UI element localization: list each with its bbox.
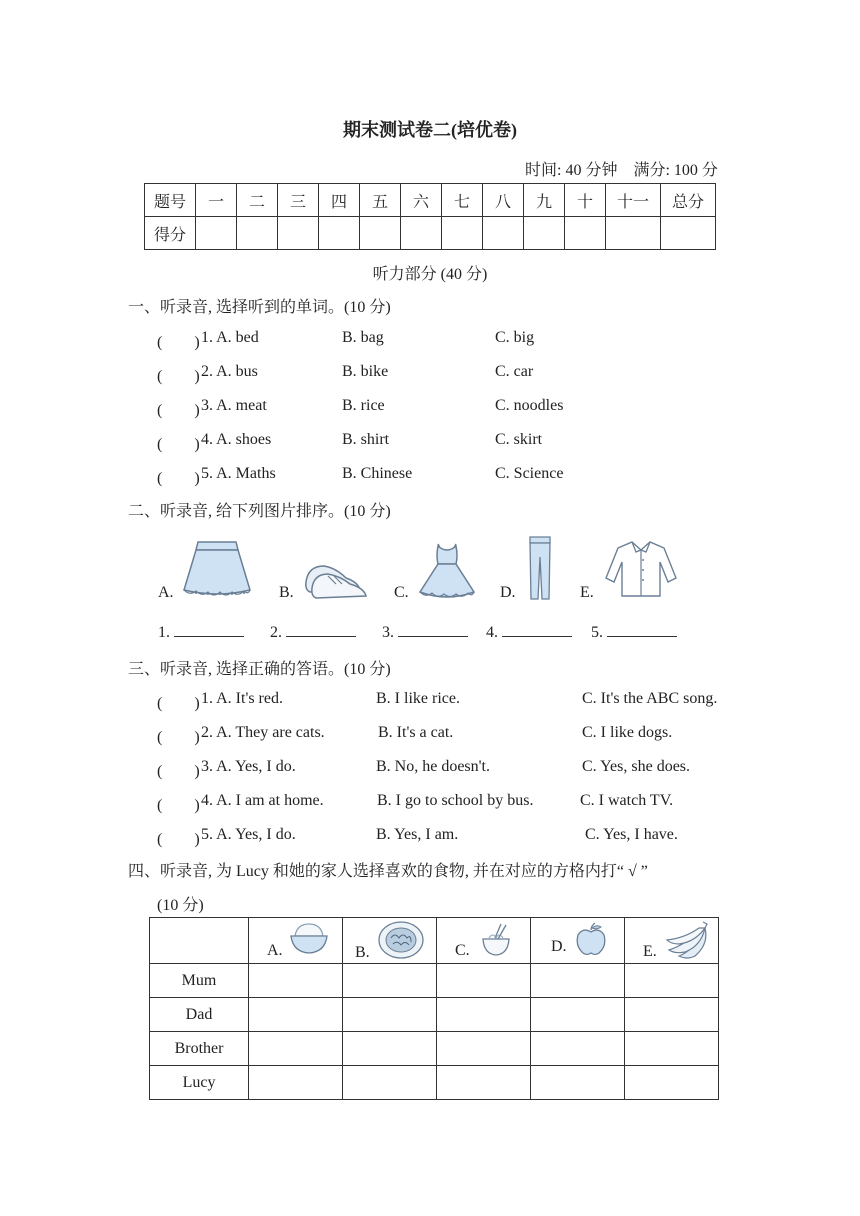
checkbox-cell[interactable] [249, 1032, 343, 1066]
checkbox-cell[interactable] [437, 1032, 531, 1066]
score-header-cell: 总分 [661, 184, 716, 217]
option-a: 1. A. bed [201, 329, 259, 346]
score-cell[interactable] [237, 217, 278, 250]
option-c: C. I watch TV. [580, 792, 674, 809]
checkbox-cell[interactable] [249, 998, 343, 1032]
listening-part-heading: 听力部分 (40 分) [372, 266, 488, 283]
blank-line [286, 622, 356, 637]
family-member-label: Dad [150, 998, 249, 1032]
page-title: 期末测试卷二(培优卷) [343, 120, 517, 140]
score-header-cell: 六 [401, 184, 442, 217]
option-b: B. bike [342, 363, 389, 380]
food-row [150, 1066, 719, 1100]
blank-line [398, 622, 468, 637]
checkbox-cell[interactable] [625, 1032, 719, 1066]
option-b: B. Yes, I am. [376, 826, 459, 843]
family-member-label: Brother [150, 1032, 249, 1066]
order-blank-4[interactable] [486, 622, 572, 642]
column-letter: B. [355, 944, 370, 961]
section2-heading: 二、听录音, 给下列图片排序。(10 分) [128, 503, 391, 520]
noodles-icon [481, 922, 511, 958]
blank-line [502, 622, 572, 637]
score-header-cell: 三 [278, 184, 319, 217]
option-b: B. I go to school by bus. [377, 792, 534, 809]
checkbox-cell[interactable] [343, 1032, 437, 1066]
checkbox-cell[interactable] [531, 964, 625, 998]
score-header-cell: 二 [237, 184, 278, 217]
answer-paren[interactable]: ( ) [157, 368, 200, 385]
food-column-a [249, 918, 343, 964]
order-blank-5[interactable] [591, 622, 677, 642]
apple-icon [575, 922, 607, 958]
option-c: C. car [495, 363, 534, 380]
score-header-cell: 七 [442, 184, 483, 217]
checkbox-cell[interactable] [625, 964, 719, 998]
time-info: 时间: 40 分钟 满分: 100 分 [525, 162, 718, 179]
score-header-cell: 十一 [606, 184, 661, 217]
checkbox-cell[interactable] [531, 1032, 625, 1066]
checkbox-cell[interactable] [437, 1066, 531, 1100]
answer-paren[interactable]: ( ) [157, 695, 200, 712]
score-cell[interactable] [278, 217, 319, 250]
checkbox-cell[interactable] [625, 1066, 719, 1100]
score-table [144, 183, 716, 250]
checkbox-cell[interactable] [531, 1066, 625, 1100]
score-header-cell: 十 [565, 184, 606, 217]
score-row [145, 217, 716, 250]
option-b: B. I like rice. [376, 690, 460, 707]
option-c: C. skirt [495, 431, 543, 448]
option-c: C. noodles [495, 397, 564, 414]
checkbox-cell[interactable] [531, 998, 625, 1032]
option-a: 5. A. Yes, I do. [201, 826, 296, 843]
checkbox-cell[interactable] [437, 998, 531, 1032]
score-cell[interactable] [360, 217, 401, 250]
trousers-icon [527, 535, 553, 601]
checkbox-cell[interactable] [437, 964, 531, 998]
option-a: 3. A. Yes, I do. [201, 758, 296, 775]
food-row [150, 964, 719, 998]
blank-number: 3. [382, 624, 394, 641]
dress-icon [416, 542, 478, 600]
shirt-icon [604, 538, 678, 600]
option-b: B. No, he doesn't. [376, 758, 490, 775]
score-cell[interactable] [442, 217, 483, 250]
option-a: 4. A. I am at home. [201, 792, 324, 809]
option-b: B. Chinese [342, 465, 413, 482]
score-cell[interactable] [319, 217, 360, 250]
option-c: C. Yes, I have. [585, 826, 678, 843]
score-cell[interactable] [524, 217, 565, 250]
food-row [150, 1032, 719, 1066]
option-a: 3. A. meat [201, 397, 267, 414]
option-a: 4. A. shoes [201, 431, 272, 448]
column-letter: E. [643, 943, 657, 960]
picture-letter: D. [500, 584, 516, 601]
score-cell[interactable] [196, 217, 237, 250]
blank-number: 2. [270, 624, 282, 641]
score-header-cell: 八 [483, 184, 524, 217]
blank-number: 4. [486, 624, 498, 641]
empty-corner-cell [150, 918, 249, 964]
food-header-row [150, 918, 719, 964]
score-header-row [145, 184, 716, 217]
section3-heading: 三、听录音, 选择正确的答语。(10 分) [128, 661, 391, 678]
answer-paren[interactable]: ( ) [157, 763, 200, 780]
food-column-d [531, 918, 625, 964]
checkbox-cell[interactable] [343, 1066, 437, 1100]
score-cell[interactable] [606, 217, 661, 250]
answer-paren[interactable]: ( ) [157, 729, 200, 746]
order-blank-1[interactable] [158, 622, 244, 642]
skirt-icon [180, 538, 254, 600]
blank-line [174, 622, 244, 637]
option-a: 2. A. They are cats. [201, 724, 325, 741]
option-a: 1. A. It's red. [201, 690, 283, 707]
family-member-label: Mum [150, 964, 249, 998]
option-a: 5. A. Maths [201, 465, 276, 482]
answer-paren[interactable]: ( ) [157, 470, 200, 487]
answer-paren[interactable]: ( ) [157, 402, 200, 419]
score-cell[interactable] [565, 217, 606, 250]
blank-number: 5. [591, 624, 603, 641]
checkbox-cell[interactable] [249, 964, 343, 998]
picture-letter: A. [158, 584, 174, 601]
picture-letter: B. [279, 584, 294, 601]
food-column-c [437, 918, 531, 964]
option-b: B. shirt [342, 431, 390, 448]
answer-paren[interactable]: ( ) [157, 831, 200, 848]
option-c: C. I like dogs. [582, 724, 673, 741]
option-c: C. big [495, 329, 535, 346]
answer-paren[interactable]: ( ) [157, 334, 200, 351]
score-cell[interactable] [483, 217, 524, 250]
option-b: B. bag [342, 329, 384, 346]
option-c: C. Yes, she does. [582, 758, 691, 775]
option-b: B. It's a cat. [378, 724, 454, 741]
score-cell[interactable] [401, 217, 442, 250]
option-b: B. rice [342, 397, 385, 414]
food-row [150, 998, 719, 1032]
option-c: C. It's the ABC song. [582, 690, 718, 707]
checkbox-cell[interactable] [343, 998, 437, 1032]
bananas-icon [665, 920, 715, 960]
column-letter: A. [267, 942, 283, 959]
shoes-icon [302, 556, 370, 600]
order-blank-2[interactable] [270, 622, 356, 642]
option-c: C. Science [495, 465, 564, 482]
blank-line [607, 622, 677, 637]
score-header-cell: 五 [360, 184, 401, 217]
checkbox-cell[interactable] [343, 964, 437, 998]
checkbox-cell[interactable] [249, 1066, 343, 1100]
option-a: 2. A. bus [201, 363, 258, 380]
column-letter: C. [455, 942, 470, 959]
picture-letter: C. [394, 584, 409, 601]
answer-paren[interactable]: ( ) [157, 797, 200, 814]
food-choice-table [149, 917, 719, 1100]
score-header-cell: 九 [524, 184, 565, 217]
checkbox-cell[interactable] [625, 998, 719, 1032]
section4-points: (10 分) [157, 897, 204, 914]
section4-heading: 四、听录音, 为 Lucy 和她的家人选择喜欢的食物, 并在对应的方格内打“ √ ” [128, 863, 648, 880]
section1-heading: 一、听录音, 选择听到的单词。(10 分) [128, 299, 391, 316]
picture-letter: E. [580, 584, 594, 601]
score-row-label: 得分 [145, 217, 196, 250]
food-column-b [343, 918, 437, 964]
blank-number: 1. [158, 624, 170, 641]
answer-paren[interactable]: ( ) [157, 436, 200, 453]
family-member-label: Lucy [150, 1066, 249, 1100]
score-header-cell: 一 [196, 184, 237, 217]
score-header-cell: 题号 [145, 184, 196, 217]
vegetable-plate-icon [377, 920, 425, 960]
rice-bowl-icon [289, 922, 329, 956]
column-letter: D. [551, 938, 567, 955]
score-cell[interactable] [661, 217, 716, 250]
score-header-cell: 四 [319, 184, 360, 217]
order-blank-3[interactable] [382, 622, 468, 642]
food-column-e [625, 918, 719, 964]
